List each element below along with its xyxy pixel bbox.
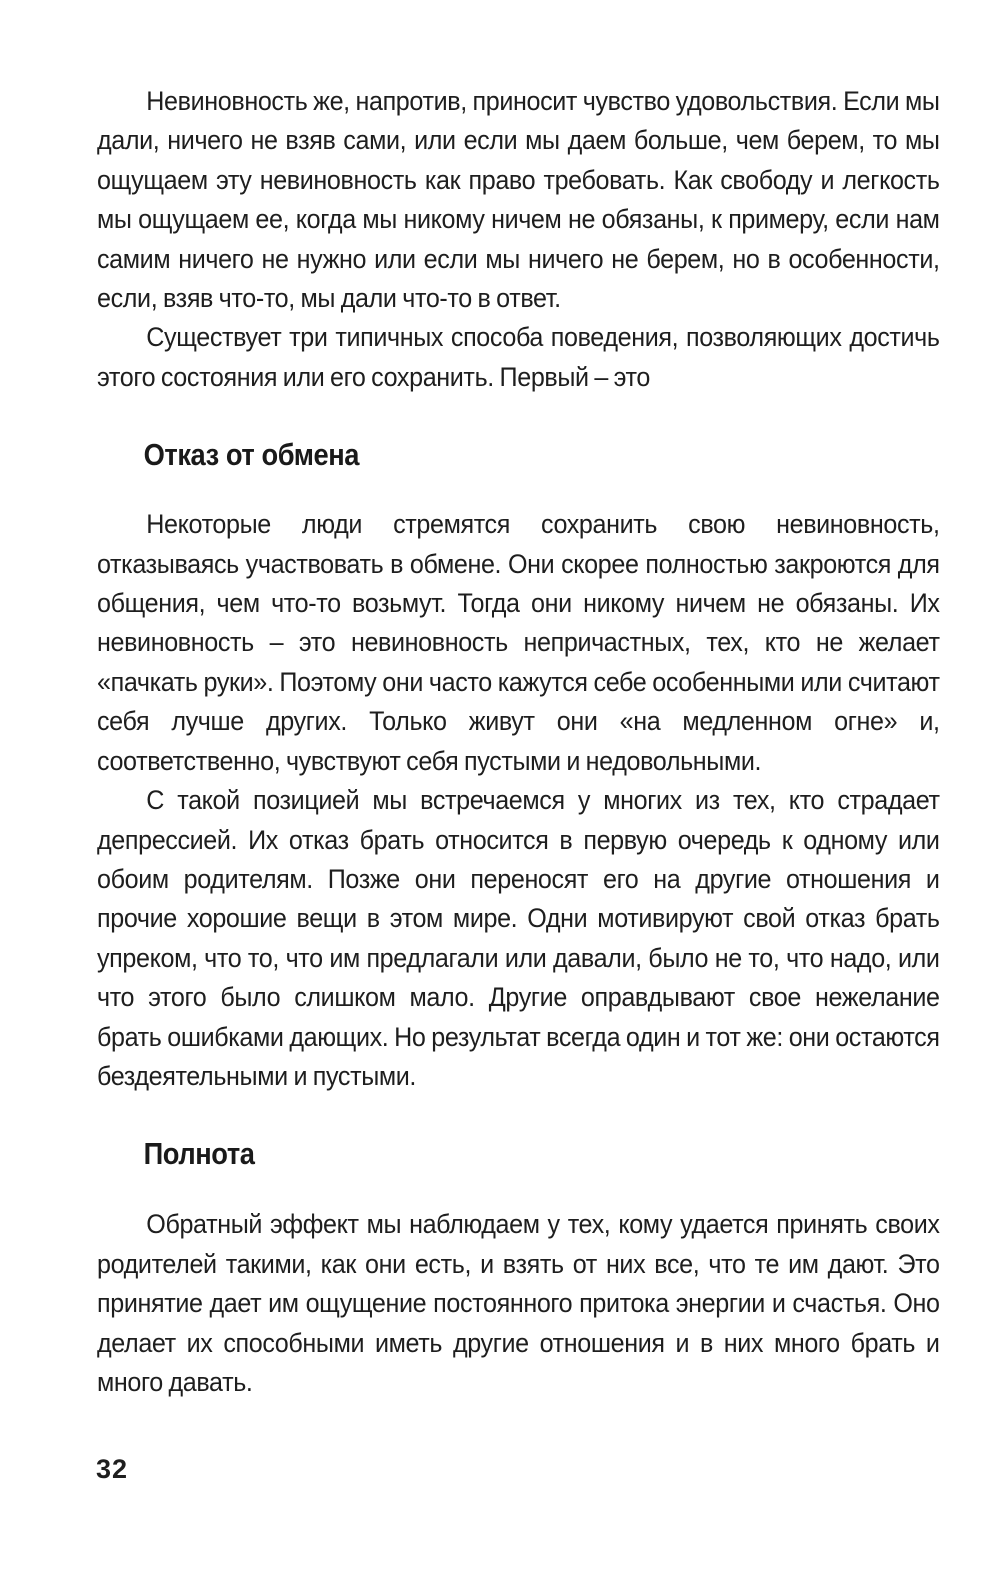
page-number: 32 [96, 1454, 129, 1484]
paragraph: С такой позицией мы встречаемся у многих из тех, кто страдает депрессией. Их отказ брать относится в первую очередь к одному или обоим родителям. Позже они переносят его на другие отношения и прочие хорошие вещи в этом мире. Одни мотивируют свой отказ брать упреком, что то, что им предлагали или давали, было не то, что надо, или что этого было слишком мало. Другие оправдывают свое нежелание брать ошибками дающих. Но результат всегда один и тот же: они остаются бездеятельными и пустыми. [97, 785, 940, 1091]
section-heading: Полнота [143, 1136, 255, 1172]
paragraph: Существует три типичных способа поведения, позволяющих достичь этого состояния или его сохранить. Первый – это [97, 322, 940, 392]
paragraph: Некоторые люди стремятся сохранить свою невиновность, отказываясь участвовать в обмене. Они скорее полностью закроются для общения, чем что-то возьмут. Тогда они никому ничем не обязаны. Их невиновность – это невиновность непричастных, тех, кто не желает «пачкать руки». Поэтому они часто кажутся себе особенными или считают себя лучше других. Только живут они «на медленном огне» и, соответственно, чувствуют себя пустыми и недовольными. [97, 509, 940, 776]
section-heading: Отказ от обмена [143, 437, 360, 473]
paragraph: Обратный эффект мы наблюдаем у тех, кому удается принять своих родителей такими, как они есть, и взять от них все, что те им дают. Это принятие дает им ощущение постоянного притока энергии и счастья. Оно делает их способными иметь другие отношения и в них много брать и много давать. [97, 1209, 940, 1397]
paragraph: Невиновность же, напротив, приносит чувство удовольствия. Если мы дали, ничего не взяв сами, или если мы даем больше, чем берем, то мы ощущаем эту невиновность как право требовать. Как свободу и легкость мы ощущаем ее, когда мы никому ничем не обязаны, к примеру, если нам самим ничего не нужно или если мы ничего не берем, но в особенности, если, взяв что-то, мы дали что-то в ответ. [97, 86, 940, 314]
body-text [97, 82, 940, 1402]
